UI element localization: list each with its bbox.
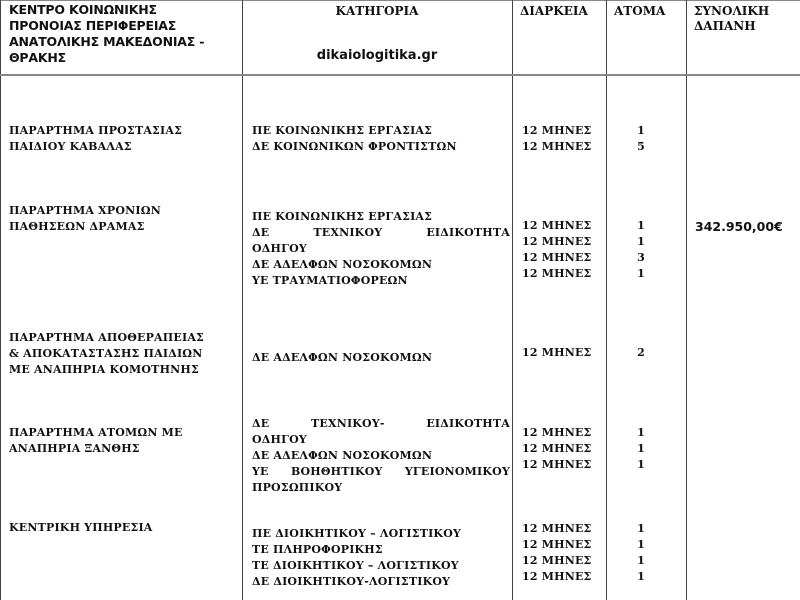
duration-item: 12 ΜΗΝΕΣ xyxy=(522,538,592,551)
duration-item: 12 ΜΗΝΕΣ xyxy=(522,219,592,232)
persons-item: 1 xyxy=(637,570,645,583)
unit-line: ΠΑΡΑΡΤΗΜΑ ΧΡΟΝΙΩΝ xyxy=(9,204,161,217)
duration-item: 12 ΜΗΝΕΣ xyxy=(522,140,592,153)
unit-name xyxy=(9,425,183,457)
header-total-cost xyxy=(694,4,769,34)
category-item: ΥΕ ΤΡΑΥΜΑΤΙΟΦΟΡΕΩΝ xyxy=(252,274,408,287)
unit-line: ΠΑΡΑΡΤΗΜΑ ΑΤΟΜΩΝ ΜΕ xyxy=(9,426,183,439)
duration-item: 12 ΜΗΝΕΣ xyxy=(522,346,592,359)
duration-item: 12 ΜΗΝΕΣ xyxy=(522,267,592,280)
unit-line: & ΑΠΟΚΑΤΑΣΤΑΣΗΣ ΠΑΙΔΙΩΝ xyxy=(9,347,203,360)
header-org-line: ΠΡΟΝΟΙΑΣ ΠΕΡΙΦΕΡΕΙΑΣ xyxy=(9,18,177,33)
duration-list xyxy=(522,345,592,361)
column-divider xyxy=(242,0,243,600)
header-organization xyxy=(9,2,204,66)
unit-line: ΠΑΡΑΡΤΗΜΑ ΠΡΟΣΤΑΣΙΑΣ xyxy=(9,124,183,137)
duration-item: 12 ΜΗΝΕΣ xyxy=(522,124,592,137)
header-category: ΚΑΤΗΓΟΡΙΑ xyxy=(335,4,419,18)
unit-line: ΠΑΡΑΡΤΗΜΑ ΑΠΟΘΕΡΑΠΕΙΑΣ xyxy=(9,331,205,344)
column-divider xyxy=(512,0,513,600)
duration-item: 12 ΜΗΝΕΣ xyxy=(522,522,592,535)
unit-line: ΠΑΙΔΙΟΥ ΚΑΒΑΛΑΣ xyxy=(9,140,132,153)
persons-item: 1 xyxy=(637,426,645,439)
persons-item: 1 xyxy=(637,235,645,248)
header-persons: ΑΤΟΜΑ xyxy=(614,4,666,18)
category-item: ΔΕ ΤΕΧΝΙΚΟΥ ΕΙΔΙΚΟΤΗΤΑ xyxy=(252,226,510,239)
category-item: ΠΡΟΣΩΠΙΚΟΥ xyxy=(252,481,343,494)
persons-list xyxy=(611,425,671,473)
category-item: ΔΕ ΔΙΟΙΚΗΤΙΚΟΥ-ΛΟΓΙΣΤΙΚΟΥ xyxy=(252,575,451,588)
category-list xyxy=(252,526,510,590)
category-item: ΤΕ ΔΙΟΙΚΗΤΙΚΟΥ – ΛΟΓΙΣΤΙΚΟΥ xyxy=(252,559,459,572)
duration-item: 12 ΜΗΝΕΣ xyxy=(522,251,592,264)
category-item: ΠΕ ΚΟΙΝΩΝΙΚΗΣ ΕΡΓΑΣΙΑΣ xyxy=(252,210,433,223)
unit-line: ΜΕ ΑΝΑΠΗΡΙΑ ΚΟΜΟΤΗΝΗΣ xyxy=(9,363,199,376)
watermark-site: dikaiologitika.gr xyxy=(316,48,438,63)
unit-name xyxy=(9,330,204,378)
persons-item: 1 xyxy=(637,538,645,551)
duration-list xyxy=(522,123,592,155)
persons-item: 5 xyxy=(637,140,645,153)
column-divider xyxy=(606,0,607,600)
persons-item: 1 xyxy=(637,554,645,567)
category-item: ΥΕ ΒΟΗΘΗΤΙΚΟΥ ΥΓΕΙΟΝΟΜΙΚΟΥ xyxy=(252,465,510,478)
duration-item: 12 ΜΗΝΕΣ xyxy=(522,554,592,567)
duration-item: 12 ΜΗΝΕΣ xyxy=(522,235,592,248)
category-item: ΤΕ ΠΛΗΡΟΦΟΡΙΚΗΣ xyxy=(252,543,383,556)
category-item: ΔΕ ΤΕΧΝΙΚΟΥ- ΕΙΔΙΚΟΤΗΤΑ xyxy=(252,417,510,430)
category-list xyxy=(252,123,510,155)
persons-item: 3 xyxy=(637,251,645,264)
persons-item: 1 xyxy=(637,458,645,471)
category-item: ΠΕ ΔΙΟΙΚΗΤΙΚΟΥ – ΛΟΓΙΣΤΙΚΟΥ xyxy=(252,527,462,540)
persons-item: 1 xyxy=(637,267,645,280)
header-duration: ΔΙΑΡΚΕΙΑ xyxy=(520,4,588,18)
column-divider xyxy=(0,0,1,600)
unit-line: ΠΑΘΗΣΕΩΝ ΔΡΑΜΑΣ xyxy=(9,220,145,233)
persons-item: 1 xyxy=(637,522,645,535)
duration-item: 12 ΜΗΝΕΣ xyxy=(522,570,592,583)
header-org-line: ΑΝΑΤΟΛΙΚΗΣ ΜΑΚΕΔΟΝΙΑΣ - xyxy=(9,34,205,49)
unit-name xyxy=(9,203,161,235)
category-item: ΔΕ ΑΔΕΛΦΩΝ ΝΟΣΟΚΟΜΩΝ xyxy=(252,258,433,271)
category-item: ΟΔΗΓΟΥ xyxy=(252,242,307,255)
category-list xyxy=(252,209,510,289)
duration-list xyxy=(522,521,592,585)
table-top-border xyxy=(0,0,800,1)
category-item: ΔΕ ΚΟΙΝΩΝΙΚΩΝ ΦΡΟΝΤΙΣΤΩΝ xyxy=(252,140,457,153)
duration-item: 12 ΜΗΝΕΣ xyxy=(522,426,592,439)
persons-list xyxy=(611,345,671,361)
duration-item: 12 ΜΗΝΕΣ xyxy=(522,442,592,455)
header-org-line: ΘΡΑΚΗΣ xyxy=(9,50,66,65)
category-item: ΔΕ ΑΔΕΛΦΩΝ ΝΟΣΟΚΟΜΩΝ xyxy=(252,351,433,364)
category-list xyxy=(252,416,510,496)
persons-item: 1 xyxy=(637,124,645,137)
total-cost-value: 342.950,00€ xyxy=(695,219,783,234)
persons-list xyxy=(611,218,671,282)
category-item: ΟΔΗΓΟΥ xyxy=(252,433,307,446)
persons-item: 2 xyxy=(637,346,645,359)
header-divider xyxy=(0,74,800,76)
duration-list xyxy=(522,218,592,282)
duration-item: 12 ΜΗΝΕΣ xyxy=(522,458,592,471)
category-item: ΠΕ ΚΟΙΝΩΝΙΚΗΣ ΕΡΓΑΣΙΑΣ xyxy=(252,124,433,137)
persons-list xyxy=(611,123,671,155)
header-org-line: ΚΕΝΤΡΟ ΚΟΙΝΩΝΙΚΗΣ xyxy=(9,2,157,17)
header-total-line: ΔΑΠΑΝΗ xyxy=(694,19,756,33)
unit-name xyxy=(9,123,182,155)
unit-line: ΚΕΝΤΡΙΚΗ ΥΠΗΡΕΣΙΑ xyxy=(9,521,153,534)
unit-line: ΑΝΑΠΗΡΙΑ ΞΑΝΘΗΣ xyxy=(9,442,140,455)
persons-item: 1 xyxy=(637,442,645,455)
duration-list xyxy=(522,425,592,473)
persons-list xyxy=(611,521,671,585)
persons-item: 1 xyxy=(637,219,645,232)
header-total-line: ΣΥΝΟΛΙΚΗ xyxy=(694,4,770,18)
category-list xyxy=(252,350,510,366)
unit-name xyxy=(9,520,153,536)
column-divider xyxy=(686,0,687,600)
category-item: ΔΕ ΑΔΕΛΦΩΝ ΝΟΣΟΚΟΜΩΝ xyxy=(252,449,433,462)
